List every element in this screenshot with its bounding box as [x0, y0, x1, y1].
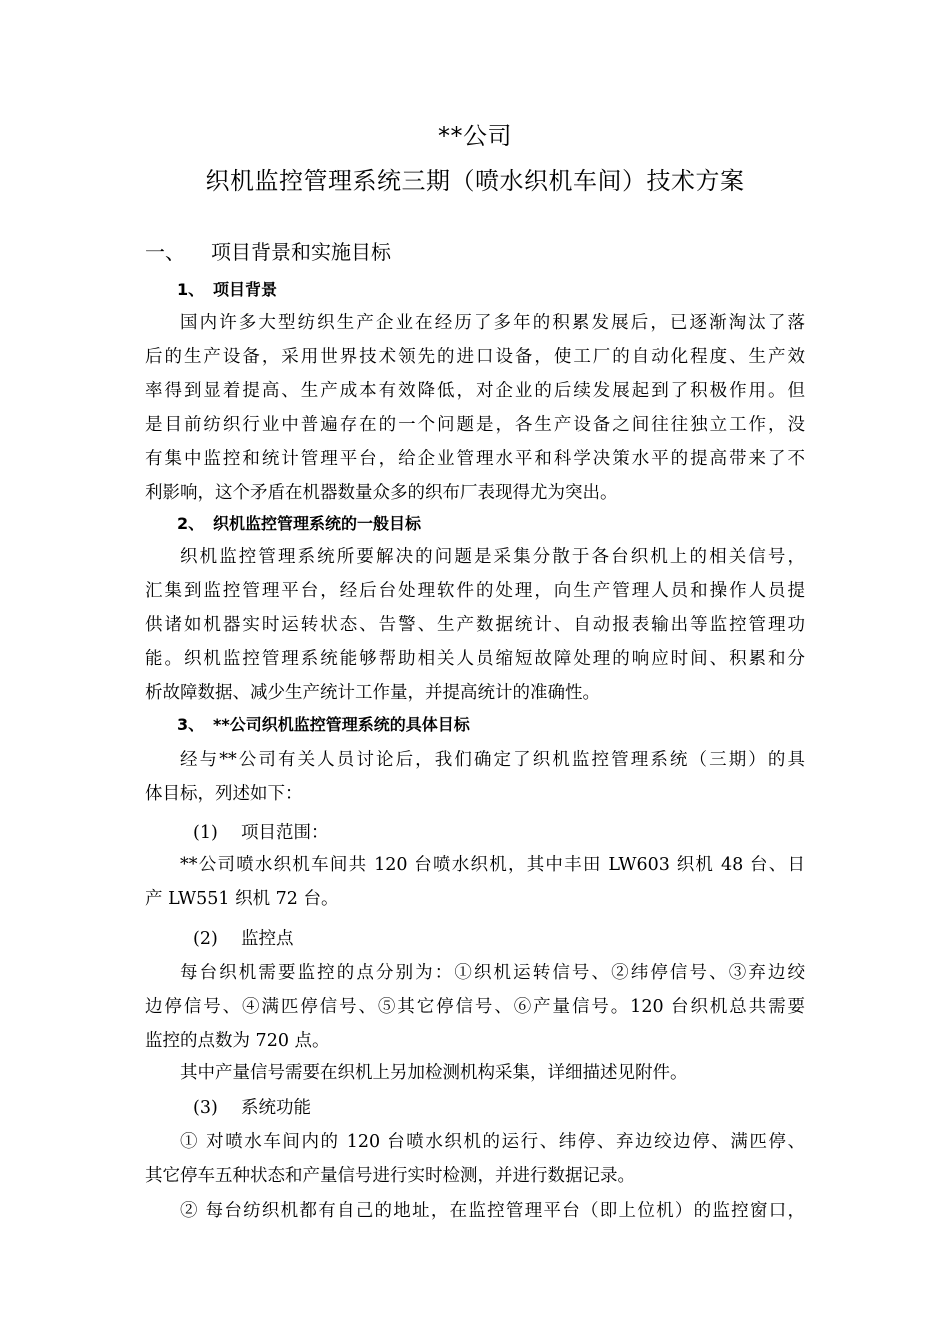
- subsection-number: 3、: [177, 715, 205, 734]
- text-line: 其中产量信号需要在织机上另加检测机构采集，详细描述见附件。: [180, 1063, 688, 1083]
- item-title: 监控点: [241, 929, 294, 949]
- list-item-scope: [193, 819, 329, 844]
- subsection-heading-2: [177, 511, 421, 534]
- paragraph-monitor-points: [145, 956, 805, 1058]
- text-line: 边停信号、④满匹停信号、⑤其它停信号、⑥产量信号。120 台织机总共需要: [145, 997, 805, 1017]
- item-title: 系统功能: [241, 1098, 311, 1118]
- text-line: 后的生产设备，采用世界技术领先的进口设备，使工厂的自动化程度、生产效: [145, 347, 805, 367]
- text-line: 汇集到监控管理平台，经后台处理软件的处理，向生产管理人员和操作人员提: [145, 581, 805, 601]
- subsection-heading-1: [177, 277, 277, 300]
- paragraph-general-goal: [145, 540, 805, 710]
- paragraph-scope: [145, 848, 805, 916]
- text-line: 监控的点数为 720 点。: [145, 1031, 330, 1051]
- text-line: 有集中监控和统计管理平台，给企业管理水平和科学决策水平的提高带来了不: [145, 449, 805, 469]
- list-item-monitor-points: [193, 925, 294, 950]
- text-line: 织机监控管理系统所要解决的问题是采集分散于各台织机上的相关信号，: [180, 547, 805, 567]
- subsection-title: **公司织机监控管理系统的具体目标: [213, 715, 470, 734]
- text-line: 是目前纺织行业中普遍存在的一个问题是，各生产设备之间往往独立工作，没: [145, 415, 805, 435]
- text-line: 能。织机监控管理系统能够帮助相关人员缩短故障处理的响应时间、积累和分: [145, 649, 805, 669]
- company-title: **公司: [438, 122, 512, 150]
- subsection-title: 项目背景: [213, 280, 278, 299]
- text-line: 经与**公司有关人员讨论后，我们确定了织机监控管理系统（三期）的具: [180, 750, 805, 770]
- text-line: 体目标，列述如下：: [145, 784, 303, 804]
- item-number: (1): [193, 823, 218, 843]
- text-line: **公司喷水织机车间共 120 台喷水织机，其中丰田 LW603 织机 48 台、日: [180, 855, 805, 875]
- subsection-number: 1、: [177, 280, 205, 299]
- subsection-title: 织机监控管理系统的一般目标: [213, 514, 422, 533]
- text-line: ① 对喷水车间内的 120 台喷水织机的运行、纬停、弃边绞边停、满匹停、: [180, 1132, 805, 1152]
- text-line: 每台织机需要监控的点分别为：①织机运转信号、②纬停信号、③弃边绞: [180, 963, 805, 983]
- list-item-functions: [193, 1094, 311, 1119]
- paragraph-yield-signal: [145, 1056, 805, 1090]
- section-heading-1: [145, 236, 391, 265]
- text-line: 供诸如机器实时运转状态、告警、生产数据统计、自动报表输出等监控管理功: [145, 615, 805, 635]
- item-number: (2): [193, 929, 218, 949]
- paragraph-specific-goal: [145, 743, 805, 811]
- paragraph-function-2: [145, 1194, 805, 1228]
- text-line: 其它停车五种状态和产量信号进行实时检测，并进行数据记录。: [145, 1166, 635, 1186]
- subsection-heading-3: [177, 712, 470, 735]
- item-title: 项目范围：: [241, 823, 329, 843]
- paragraph-function-1: [145, 1125, 805, 1193]
- section-number: 一、: [145, 240, 185, 264]
- document-title: 织机监控管理系统三期（喷水织机车间）技术方案: [205, 167, 745, 195]
- text-line: 率得到显着提高、生产成本有效降低，对企业的后续发展起到了积极作用。但: [145, 381, 805, 401]
- text-line: 产 LW551 织机 72 台。: [145, 889, 339, 909]
- item-number: (3): [193, 1098, 218, 1118]
- paragraph-background: [145, 306, 805, 510]
- text-line: 国内许多大型纺织生产企业在经历了多年的积累发展后，已逐渐淘汰了落: [180, 313, 805, 333]
- text-line: 利影响，这个矛盾在机器数量众多的织布厂表现得尤为突出。: [145, 483, 618, 503]
- section-title: 项目背景和实施目标: [211, 240, 391, 264]
- text-line: 析故障数据、减少生产统计工作量，并提高统计的准确性。: [145, 683, 600, 703]
- text-line: ② 每台纺织机都有自己的地址，在监控管理平台（即上位机）的监控窗口，: [180, 1201, 805, 1221]
- subsection-number: 2、: [177, 514, 205, 533]
